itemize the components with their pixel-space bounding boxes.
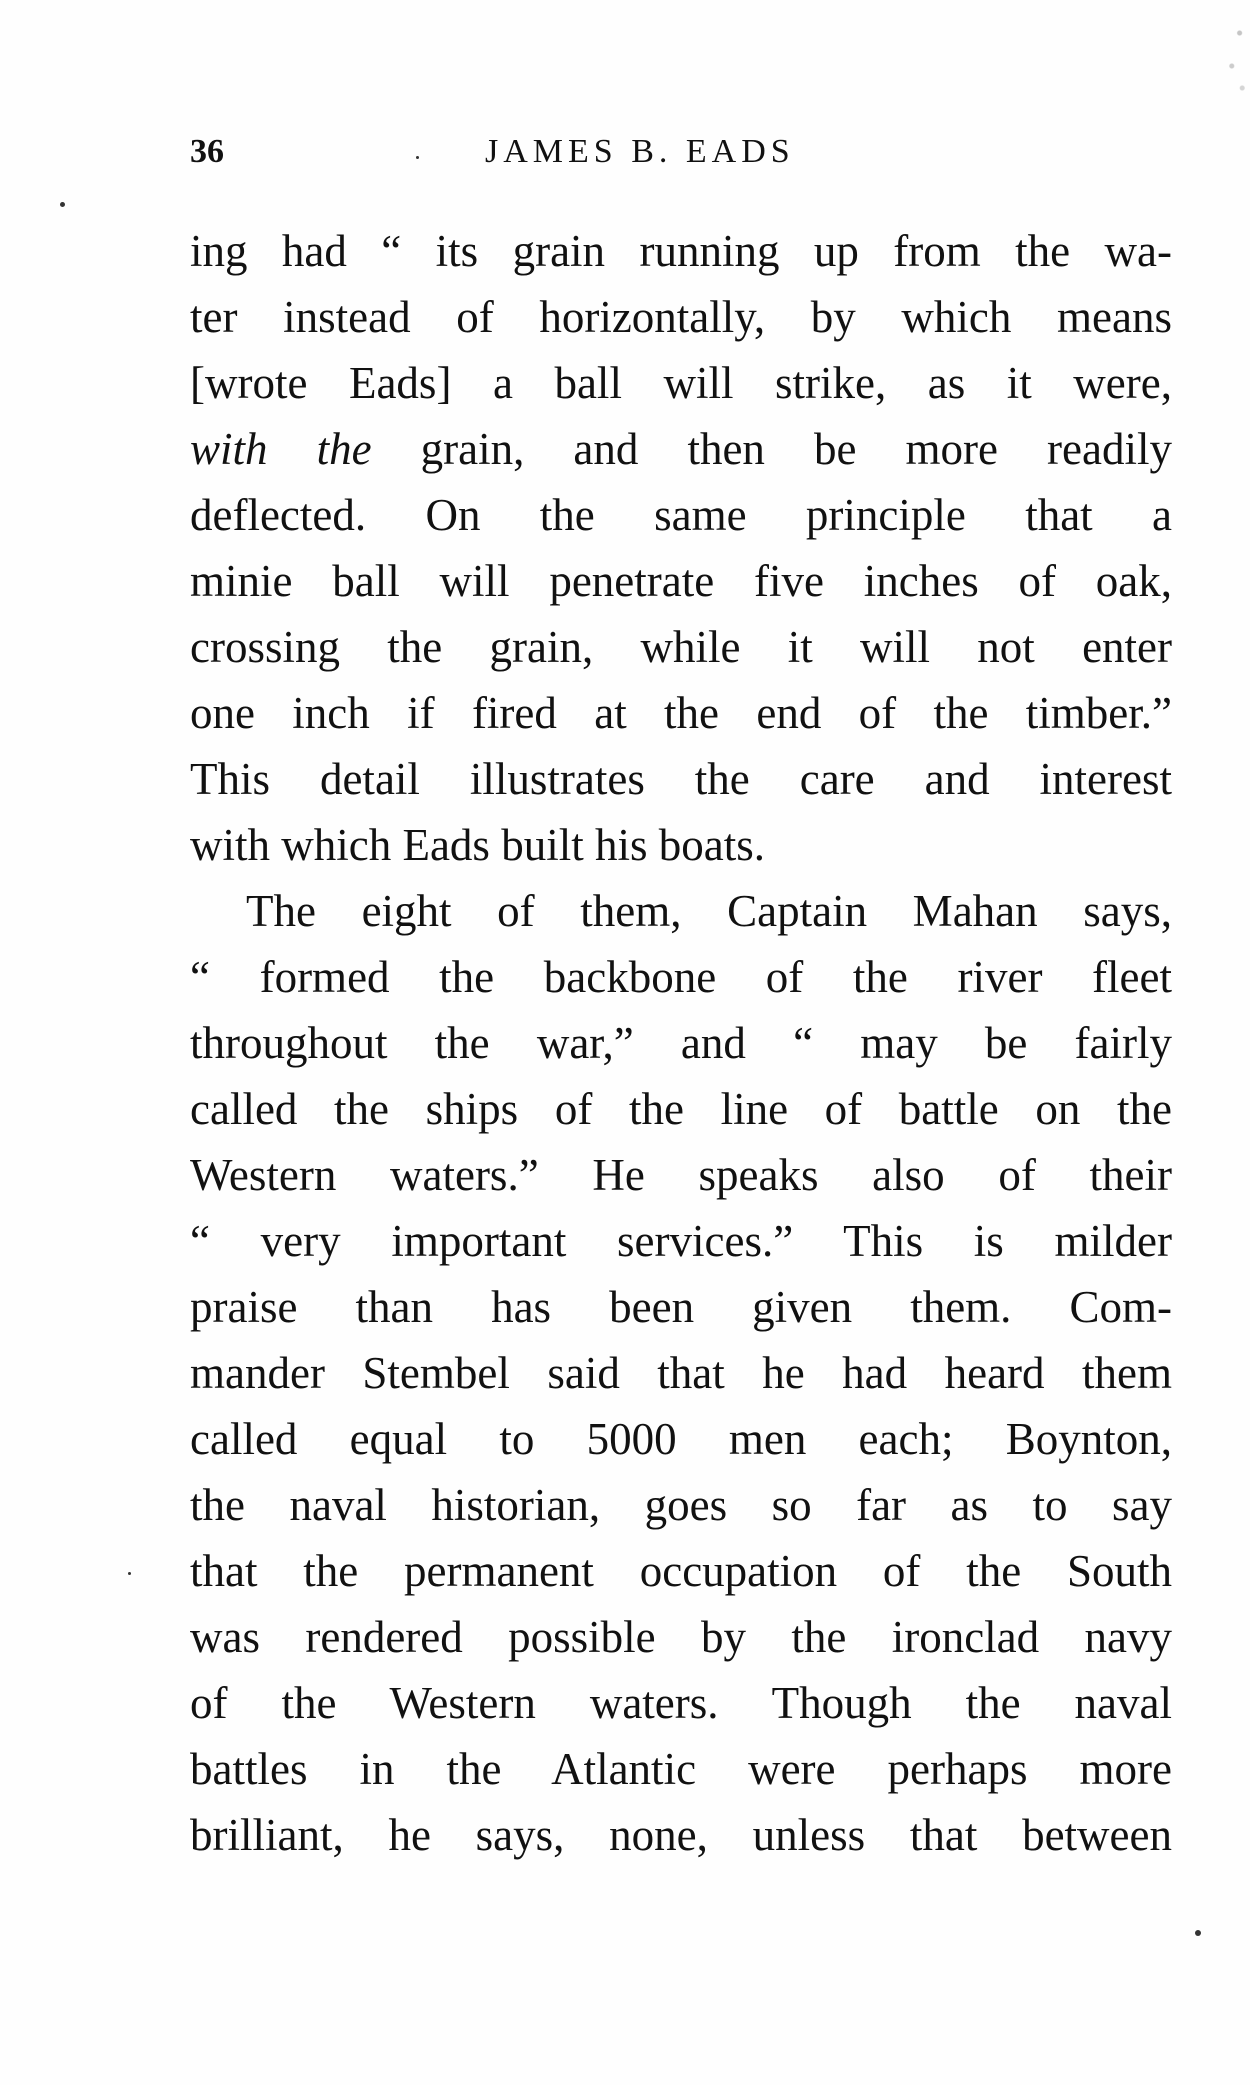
page-number: 36 <box>190 133 224 170</box>
text-line: minie ball will penetrate five inches of oak, <box>190 556 1172 606</box>
running-title: JAMES B. EADS <box>485 133 795 170</box>
text-line: of the Western waters. Though the naval <box>190 1678 1172 1728</box>
text-segment: grain, and then be more readily <box>371 424 1172 474</box>
text-line: “ formed the backbone of the river fleet <box>190 952 1172 1002</box>
paragraph-end-line: with which Eads built his boats. <box>190 820 765 870</box>
text-line: throughout the war,” and “ may be fairly <box>190 1018 1172 1068</box>
text-line: crossing the grain, while it will not enter <box>190 622 1172 672</box>
text-line: deflected. On the same principle that a <box>190 490 1172 540</box>
text-line: mander Stembel said that he had heard them <box>190 1348 1172 1398</box>
scan-speck <box>60 202 65 207</box>
running-header <box>190 133 880 183</box>
text-line: ing had “ its grain running up from the wa- <box>190 226 1172 276</box>
scan-speck <box>416 156 419 159</box>
text-line: the naval historian, goes so far as to say <box>190 1480 1172 1530</box>
text-line: was rendered possible by the ironclad navy <box>190 1612 1172 1662</box>
body-text <box>190 218 1172 1868</box>
scan-speck <box>1195 1930 1201 1936</box>
text-line: brilliant, he says, none, unless that between <box>190 1810 1172 1860</box>
paragraph-start-line: The eight of them, Captain Mahan says, <box>246 886 1172 936</box>
text-line: “ very important services.” This is milder <box>190 1216 1172 1266</box>
text-line: Western waters.” He speaks also of their <box>190 1150 1172 1200</box>
text-line: one inch if fired at the end of the timber.” <box>190 688 1172 738</box>
text-line: This detail illustrates the care and interest <box>190 754 1172 804</box>
text-line: battles in the Atlantic were perhaps more <box>190 1744 1172 1794</box>
scan-edge-noise <box>1224 0 1250 110</box>
text-line: called equal to 5000 men each; Boynton, <box>190 1414 1172 1464</box>
text-line <box>190 416 1172 482</box>
scan-speck <box>128 1572 131 1575</box>
text-line: ter instead of horizontally, by which means <box>190 292 1172 342</box>
italic-phrase: with the <box>190 424 372 474</box>
text-line: that the permanent occupation of the South <box>190 1546 1172 1596</box>
text-line: called the ships of the line of battle on the <box>190 1084 1172 1134</box>
text-line: praise than has been given them. Com- <box>190 1282 1172 1332</box>
text-line: [wrote Eads] a ball will strike, as it were, <box>190 358 1172 408</box>
